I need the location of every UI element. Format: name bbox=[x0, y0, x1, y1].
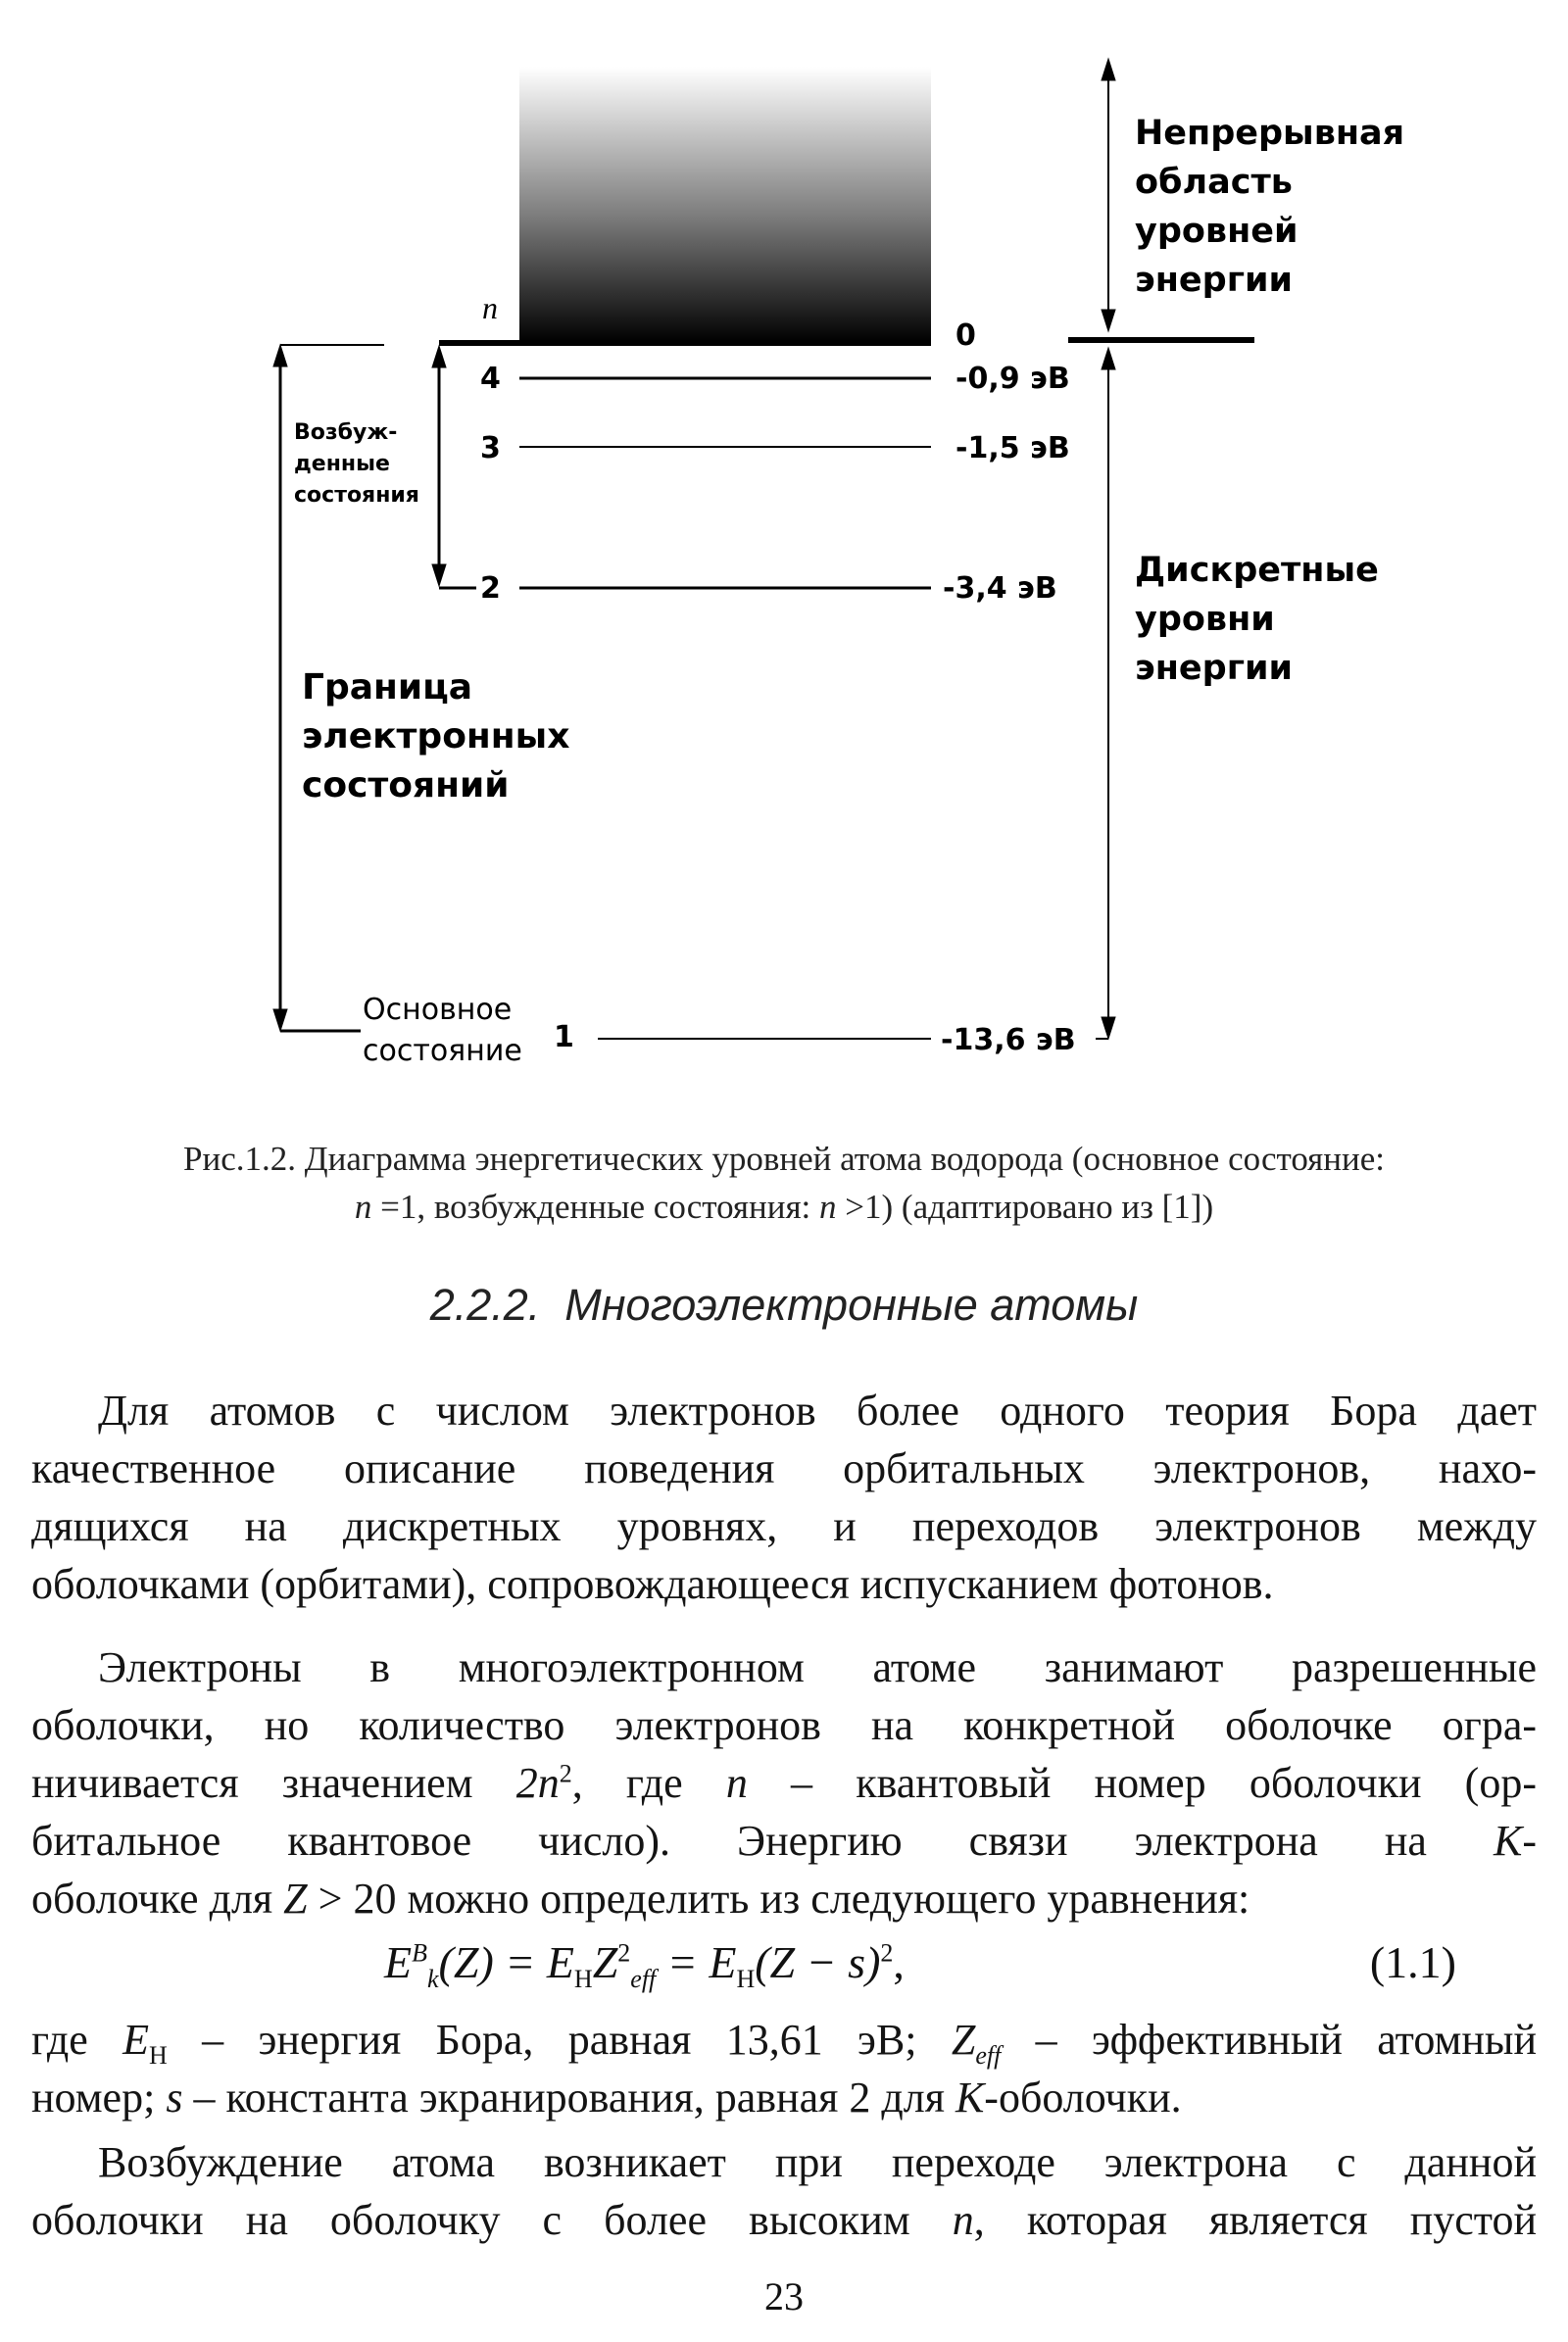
equation-1-1 bbox=[0, 1936, 1568, 2005]
svg-text:уровни: уровни bbox=[1135, 600, 1275, 639]
figure-caption bbox=[29, 1135, 1539, 1231]
caption-line-1: Рис.1.2. Диаграмма энергетических уровней атома водорода (основное состояние: bbox=[183, 1140, 1385, 1178]
excited-states-arrow bbox=[432, 346, 476, 588]
svg-text:денные: денные bbox=[294, 452, 390, 476]
level-4-energy: -0,9 эВ bbox=[956, 362, 1070, 396]
svg-text:состояния: состояния bbox=[294, 483, 419, 508]
level-3-n: 3 bbox=[480, 431, 501, 465]
svg-text:энергии: энергии bbox=[1135, 261, 1294, 300]
page-number: 23 bbox=[764, 2274, 804, 2318]
level-3-energy: -1,5 эВ bbox=[956, 431, 1070, 465]
paragraph-1: Для атомов с числом электронов более одного теория Бора дает качественное описание поведения орбитальных электронов, нахо- дящихся на дискретных уровнях, и переходов электронов между оболочками (орбитами), сопровождающееся испусканием фотонов. bbox=[31, 1387, 1537, 1608]
caption-line-2: n =1, возбужденные состояния: n >1) (адаптировано из [1]) bbox=[354, 1188, 1214, 1226]
continuum-band bbox=[519, 67, 931, 343]
level-1-n: 1 bbox=[554, 1020, 574, 1054]
svg-text:Основное: Основное bbox=[363, 993, 513, 1027]
svg-text:уровней: уровней bbox=[1135, 212, 1298, 251]
zero-label: 0 bbox=[956, 318, 976, 353]
energy-level-diagram bbox=[0, 0, 1568, 1088]
ground-state-label bbox=[363, 993, 522, 1068]
section-heading: 2.2.2. Многоэлектронные атомы bbox=[429, 1280, 1139, 1330]
svg-text:область: область bbox=[1135, 163, 1293, 202]
continuum-arrow bbox=[1102, 59, 1115, 331]
svg-text:Граница: Граница bbox=[302, 667, 473, 707]
paragraph-4: Возбуждение атома возникает при переходе электрона с данной оболочки на оболочку с более высоким n, которая является пустой bbox=[31, 2138, 1537, 2244]
svg-text:Дискретные: Дискретные bbox=[1135, 551, 1379, 590]
discrete-label bbox=[1135, 551, 1379, 688]
discrete-arrow bbox=[1096, 348, 1115, 1039]
svg-text:электронных: электронных bbox=[302, 716, 570, 756]
paragraph-2: Электроны в многоэлектронном атоме занимают разрешенные оболочки, но количество электронов на конкретной оболочке огра- ничивается значением $2n^2$, где n – квантовый номер оболочки (ор- битальное квантовое число). Энергию связи электрона на K- оболочке для Z > 20 можно определить из следующего уравнения: bbox=[31, 1643, 1537, 1923]
svg-text:энергии: энергии bbox=[1135, 649, 1294, 688]
excited-states-label bbox=[294, 420, 419, 508]
level-2-energy: -3,4 эВ bbox=[943, 571, 1057, 606]
svg-text:состояние: состояние bbox=[363, 1034, 522, 1068]
level-1-energy: -13,6 эВ bbox=[941, 1023, 1076, 1057]
equation-number: (1.1) bbox=[1369, 1937, 1456, 1987]
equation-formula: $E^B_k(Z) = E_HZ^2_{eff} = E_H(Z - s)^2$, bbox=[384, 1937, 905, 1994]
continuum-label bbox=[1135, 114, 1404, 300]
boundary-label bbox=[302, 667, 569, 805]
n-label: n bbox=[482, 290, 498, 325]
svg-text:Возбуж-: Возбуж- bbox=[294, 420, 398, 445]
paragraph-3: где $E_H$ – энергия Бора, равная 13,61 эВ; $Z_{eff}$ – эффективный атомный номер; s – константа экранирования, равная 2 для K-оболочки. bbox=[31, 2016, 1537, 2122]
svg-text:Непрерывная: Непрерывная bbox=[1135, 114, 1405, 153]
level-4-n: 4 bbox=[480, 362, 501, 396]
level-2-n: 2 bbox=[480, 571, 501, 606]
svg-text:состояний: состояний bbox=[302, 765, 510, 805]
